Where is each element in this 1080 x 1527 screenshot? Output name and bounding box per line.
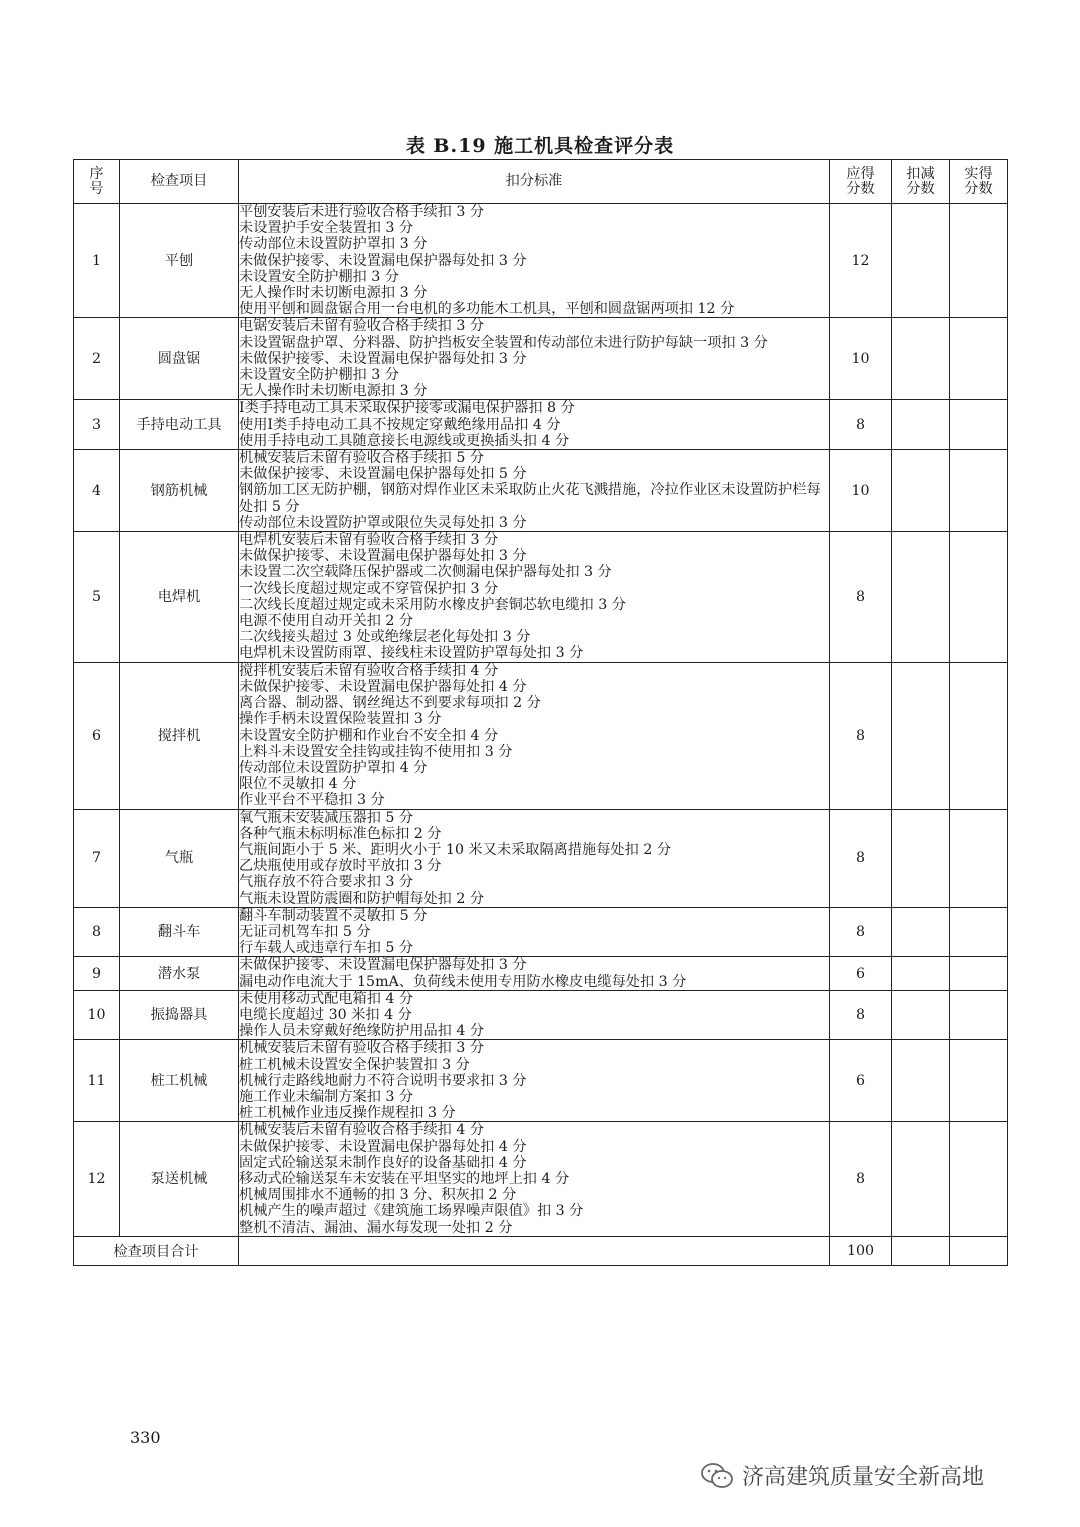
- criteria-item: 离合器、制动器、钢丝绳达不到要求每项扣 2 分: [239, 695, 541, 712]
- criteria-item: 未设置锯盘护罩、分料器、防护挡板安全装置和传动部位未进行防护每缺一项扣 3 分: [239, 334, 768, 351]
- criteria-item: 气瓶间距小于 5 米、距明火小于 10 米又未采取隔离措施每处扣 2 分: [239, 841, 672, 858]
- table-row: [74, 450, 1008, 532]
- criteria-item: 无证司机驾车扣 5 分: [239, 923, 371, 940]
- row-should-score: 6: [830, 957, 892, 990]
- criteria-item: 传动部位未设置防护罩扣 4 分: [239, 759, 428, 776]
- row-deduct-score: [892, 1040, 950, 1122]
- criteria-item: 移动式砼输送泵车未安装在平坦坚实的地坪上扣 4 分: [239, 1170, 570, 1187]
- criteria-item: 未设置护手安全装置扣 3 分: [239, 220, 414, 237]
- row-number: 12: [74, 1122, 120, 1236]
- row-deduct-score: [892, 990, 950, 1040]
- table-row: [74, 400, 1008, 450]
- score-table: [73, 159, 1008, 1266]
- criteria-item: 各种气瓶未标明标准色标扣 2 分: [239, 825, 442, 842]
- criteria-item: 二次线接头超过 3 处或绝缘层老化每处扣 3 分: [239, 629, 531, 646]
- criteria-item: 未设置安全防护棚扣 3 分: [239, 268, 399, 285]
- row-should-score: 6: [830, 1040, 892, 1122]
- table-row: [74, 1122, 1008, 1236]
- table-title: 表 B.19 施工机具检查评分表: [405, 135, 675, 157]
- criteria-item: 传动部位未设置防护罩或限位失灵每处扣 3 分: [239, 514, 527, 531]
- criteria-item: 机械安装后未留有验收合格手续扣 5 分: [239, 450, 485, 467]
- row-should-score: 10: [830, 318, 892, 400]
- row-deduct-score: [892, 1122, 950, 1236]
- header-actual-score: 实得分数: [950, 160, 1008, 204]
- row-actual-score: [950, 990, 1008, 1040]
- header-no: 序号: [74, 160, 120, 204]
- row-actual-score: [950, 400, 1008, 450]
- criteria-item: 钢筋加工区无防护棚，钢筋对焊作业区未采取防止火花飞溅措施，冷拉作业区未设置防护栏每处扣 5 分: [239, 482, 821, 515]
- row-should-score: 8: [830, 809, 892, 907]
- row-number: 6: [74, 662, 120, 809]
- header-criteria: 扣分标准: [239, 160, 830, 204]
- row-deduct-score: [892, 400, 950, 450]
- criteria-item: 使用手持电动工具随意接长电源线或更换插头扣 4 分: [239, 432, 570, 449]
- row-item-name: 平刨: [120, 204, 239, 318]
- criteria-item: 无人操作时未切断电源扣 3 分: [239, 285, 428, 302]
- criteria-item: 使用平刨和圆盘锯合用一台电机的多功能木工机具，平刨和圆盘锯两项扣 12 分: [239, 301, 735, 318]
- criteria-item: 机械周围排水不通畅的扣 3 分、积灰扣 2 分: [239, 1187, 517, 1204]
- criteria-item: 未做保护接零、未设置漏电保护器每处扣 5 分: [239, 466, 527, 483]
- criteria-item: 二次线长度超过规定或未采用防水橡皮护套铜芯软电缆扣 3 分: [239, 596, 626, 613]
- criteria-item: 未做保护接零、未设置漏电保护器每处扣 3 分: [239, 548, 527, 565]
- criteria-item: 未做保护接零、未设置漏电保护器每处扣 4 分: [239, 1138, 527, 1155]
- criteria-item: 传动部位未设置防护罩扣 3 分: [239, 236, 428, 253]
- table-row: [74, 907, 1008, 957]
- criteria-item: 搅拌机安装后未留有验收合格手续扣 4 分: [239, 662, 499, 679]
- criteria-item: 机械安装后未留有验收合格手续扣 4 分: [239, 1122, 485, 1139]
- criteria-item: 未设置安全防护棚扣 3 分: [239, 367, 399, 384]
- total-actual-cell: [950, 1236, 1008, 1265]
- criteria-item: 使用Ⅰ类手持电动工具不按规定穿戴绝缘用品扣 4 分: [239, 416, 561, 433]
- row-should-score: 8: [830, 990, 892, 1040]
- criteria-item: 电源不使用自动开关扣 2 分: [239, 613, 414, 630]
- row-actual-score: [950, 450, 1008, 532]
- criteria-item: 未设置安全防护棚和作业台不安全扣 4 分: [239, 727, 499, 744]
- criteria-item: 未做保护接零、未设置漏电保护器每处扣 3 分: [239, 252, 527, 269]
- row-should-score: 8: [830, 532, 892, 663]
- row-should-score: 8: [830, 907, 892, 957]
- row-criteria: [239, 907, 830, 957]
- table-row: [74, 1040, 1008, 1122]
- row-number: 10: [74, 990, 120, 1040]
- row-item-name: 振捣器具: [120, 990, 239, 1040]
- total-label: 检查项目合计: [74, 1236, 239, 1265]
- wechat-icon: [700, 1462, 734, 1490]
- criteria-item: 平刨安装后未进行验收合格手续扣 3 分: [239, 204, 485, 220]
- criteria-item: 机械行走路线地耐力不符合说明书要求扣 3 分: [239, 1072, 527, 1089]
- row-item-name: 气瓶: [120, 809, 239, 907]
- row-item-name: 电焊机: [120, 532, 239, 663]
- row-item-name: 潜水泵: [120, 957, 239, 990]
- criteria-item: 整机不清洁、漏油、漏水每发现一处扣 2 分: [239, 1219, 513, 1236]
- row-criteria: [239, 957, 830, 990]
- total-deduct-cell: [892, 1236, 950, 1265]
- criteria-item: 气瓶未设置防震圈和防护帽每处扣 2 分: [239, 890, 485, 907]
- row-actual-score: [950, 532, 1008, 663]
- row-number: 9: [74, 957, 120, 990]
- page-number: 330: [130, 1428, 161, 1447]
- criteria-item: 未做保护接零、未设置漏电保护器每处扣 3 分: [239, 957, 527, 974]
- criteria-item: 未做保护接零、未设置漏电保护器每处扣 4 分: [239, 678, 527, 695]
- row-number: 8: [74, 907, 120, 957]
- row-item-name: 桩工机械: [120, 1040, 239, 1122]
- row-actual-score: [950, 1122, 1008, 1236]
- table-row: [74, 532, 1008, 663]
- row-deduct-score: [892, 532, 950, 663]
- watermark-text: 济高建筑质量安全新高地: [742, 1465, 985, 1490]
- criteria-item: 未做保护接零、未设置漏电保护器每处扣 3 分: [239, 350, 527, 367]
- criteria-item: 作业平台不平稳扣 3 分: [239, 792, 385, 809]
- row-should-score: 8: [830, 1122, 892, 1236]
- row-criteria: [239, 990, 830, 1040]
- total-criteria-cell: [239, 1236, 830, 1265]
- row-actual-score: [950, 957, 1008, 990]
- row-item-name: 搅拌机: [120, 662, 239, 809]
- row-criteria: [239, 1040, 830, 1122]
- row-number: 7: [74, 809, 120, 907]
- row-actual-score: [950, 318, 1008, 400]
- criteria-item: 未设置二次空载降压保护器或二次侧漏电保护器每处扣 3 分: [239, 564, 612, 581]
- row-actual-score: [950, 809, 1008, 907]
- criteria-item: 氧气瓶未安装减压器扣 5 分: [239, 809, 414, 826]
- table-row: [74, 662, 1008, 809]
- criteria-item: 乙炔瓶使用或存放时平放扣 3 分: [239, 858, 442, 875]
- criteria-item: Ⅰ类手持电动工具未采取保护接零或漏电保护器扣 8 分: [239, 400, 575, 417]
- criteria-item: 限位不灵敏扣 4 分: [239, 776, 357, 793]
- row-criteria: [239, 450, 830, 532]
- row-deduct-score: [892, 809, 950, 907]
- row-criteria: [239, 809, 830, 907]
- row-number: 5: [74, 532, 120, 663]
- table-row: [74, 990, 1008, 1040]
- header-deduct-score: 扣减分数: [892, 160, 950, 204]
- row-criteria: [239, 318, 830, 400]
- row-actual-score: [950, 907, 1008, 957]
- row-number: 2: [74, 318, 120, 400]
- row-criteria: [239, 400, 830, 450]
- criteria-item: 固定式砼输送泵未制作良好的设备基础扣 4 分: [239, 1154, 527, 1171]
- header-row: [74, 160, 1008, 204]
- total-score: 100: [830, 1236, 892, 1265]
- row-deduct-score: [892, 662, 950, 809]
- row-item-name: 圆盘锯: [120, 318, 239, 400]
- row-item-name: 泵送机械: [120, 1122, 239, 1236]
- total-row: [74, 1236, 1008, 1265]
- row-deduct-score: [892, 318, 950, 400]
- row-criteria: [239, 1122, 830, 1236]
- criteria-item: 上料斗未设置安全挂钩或挂钩不使用扣 3 分: [239, 743, 513, 760]
- header-item: 检查项目: [120, 160, 239, 204]
- criteria-item: 机械产生的噪声超过《建筑施工场界噪声限值》扣 3 分: [239, 1203, 584, 1220]
- table-row: [74, 318, 1008, 400]
- table-row: [74, 809, 1008, 907]
- row-number: 3: [74, 400, 120, 450]
- row-deduct-score: [892, 957, 950, 990]
- row-deduct-score: [892, 204, 950, 318]
- criteria-item: 电焊机安装后未留有验收合格手续扣 3 分: [239, 532, 499, 549]
- criteria-item: 一次线长度超过规定或不穿管保护扣 3 分: [239, 580, 499, 597]
- row-should-score: 8: [830, 400, 892, 450]
- criteria-item: 漏电动作电流大于 15mA、负荷线未使用专用防水橡皮电缆每处扣 3 分: [239, 973, 687, 990]
- criteria-item: 电锯安装后未留有验收合格手续扣 3 分: [239, 318, 485, 335]
- criteria-item: 行车载人或违章行车扣 5 分: [239, 940, 414, 957]
- criteria-item: 桩工机械作业违反操作规程扣 3 分: [239, 1105, 456, 1122]
- criteria-item: 机械安装后未留有验收合格手续扣 3 分: [239, 1040, 485, 1057]
- row-actual-score: [950, 204, 1008, 318]
- criteria-item: 未使用移动式配电箱扣 4 分: [239, 990, 414, 1007]
- criteria-item: 桩工机械未设置安全保护装置扣 3 分: [239, 1056, 470, 1073]
- criteria-item: 操作人员未穿戴好绝缘防护用品扣 4 分: [239, 1023, 485, 1040]
- row-number: 11: [74, 1040, 120, 1122]
- row-item-name: 手持电动工具: [120, 400, 239, 450]
- table-row: [74, 204, 1008, 318]
- row-actual-score: [950, 1040, 1008, 1122]
- criteria-item: 电缆长度超过 30 米扣 4 分: [239, 1006, 412, 1023]
- row-criteria: [239, 662, 830, 809]
- row-item-name: 钢筋机械: [120, 450, 239, 532]
- watermark: [700, 1460, 984, 1491]
- criteria-item: 无人操作时未切断电源扣 3 分: [239, 383, 428, 400]
- criteria-item: 翻斗车制动装置不灵敏扣 5 分: [239, 907, 428, 924]
- row-deduct-score: [892, 907, 950, 957]
- row-number: 1: [74, 204, 120, 318]
- row-criteria: [239, 532, 830, 663]
- criteria-item: 气瓶存放不符合要求扣 3 分: [239, 874, 414, 891]
- criteria-item: 操作手柄未设置保险装置扣 3 分: [239, 711, 442, 728]
- row-actual-score: [950, 662, 1008, 809]
- row-item-name: 翻斗车: [120, 907, 239, 957]
- row-criteria: [239, 204, 830, 318]
- criteria-item: 电焊机未设置防雨罩、接线柱未设置防护罩每处扣 3 分: [239, 645, 584, 662]
- header-should-score: 应得分数: [830, 160, 892, 204]
- table-row: [74, 957, 1008, 990]
- row-deduct-score: [892, 450, 950, 532]
- row-should-score: 12: [830, 204, 892, 318]
- row-should-score: 10: [830, 450, 892, 532]
- row-should-score: 8: [830, 662, 892, 809]
- row-number: 4: [74, 450, 120, 532]
- criteria-item: 施工作业未编制方案扣 3 分: [239, 1088, 414, 1105]
